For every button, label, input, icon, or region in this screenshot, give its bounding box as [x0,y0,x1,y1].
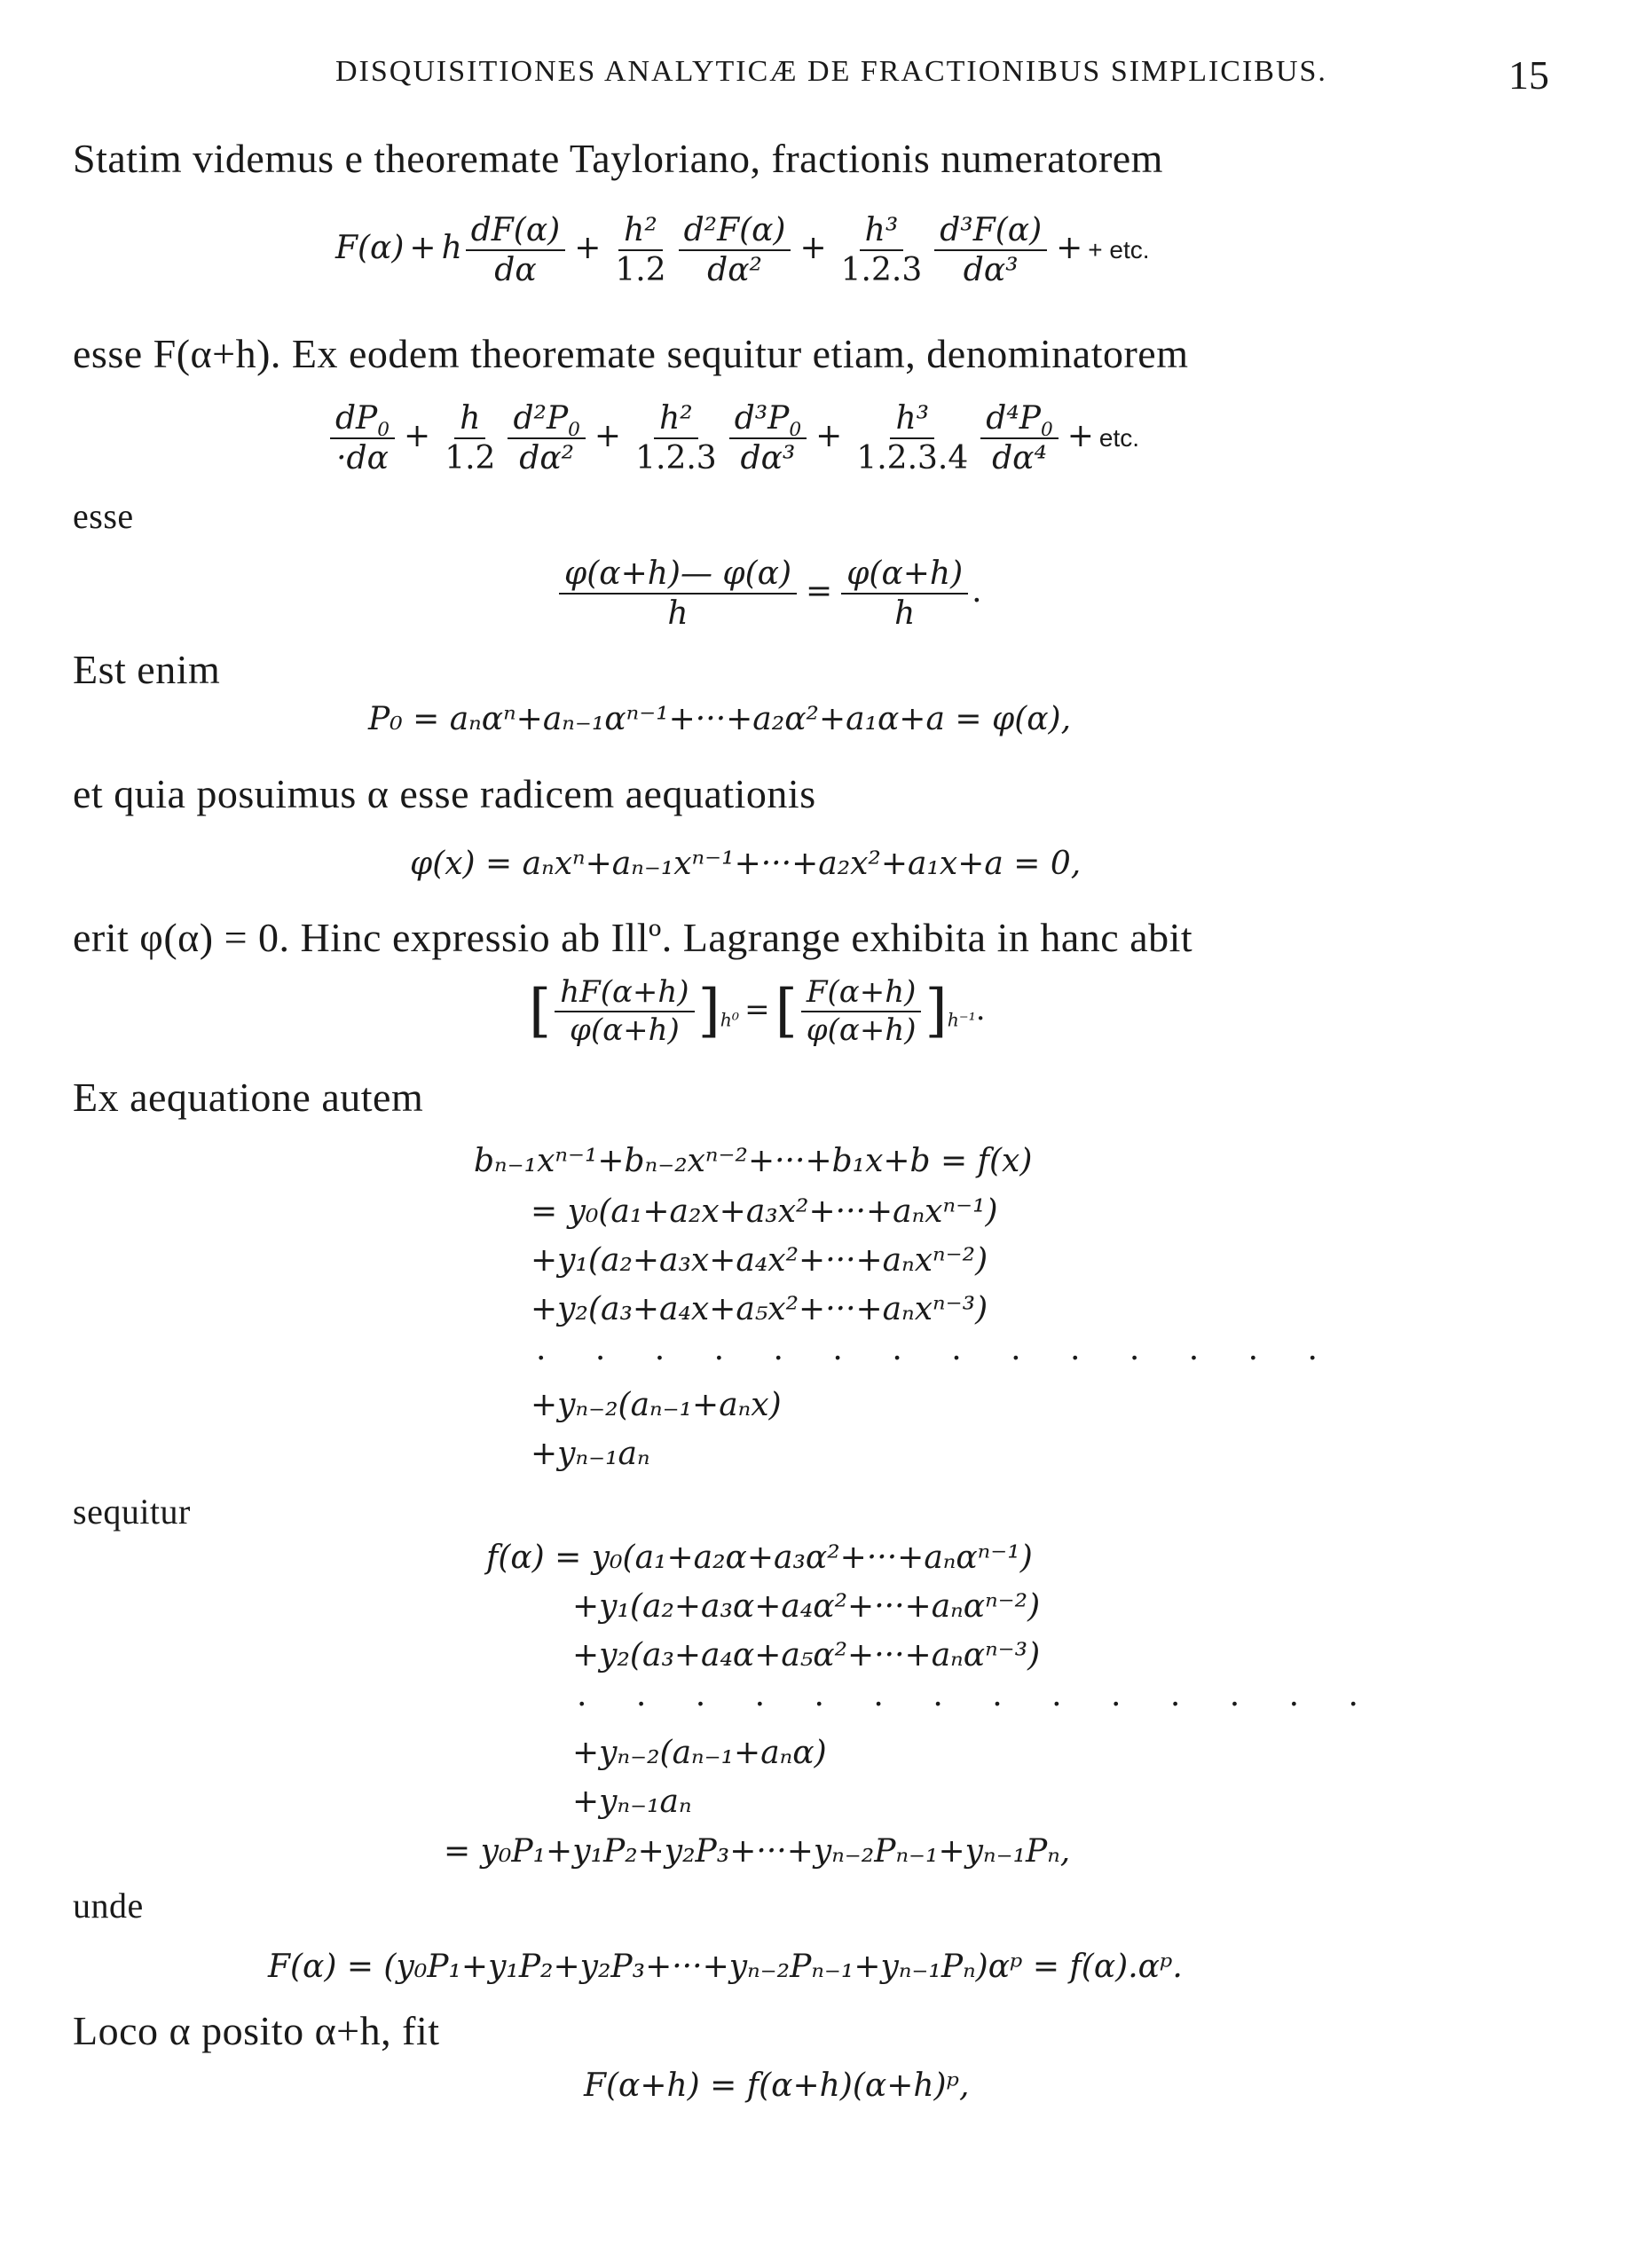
paragraph-6: erit φ(α) = 0. Hinc expressio ab Illº. Lagrange exhibita in hanc abit [73,915,1193,960]
running-title: DISQUISITIONES ANALYTICÆ DE FRACTIONIBUS SIMPLICIBUS. [335,55,1327,88]
equation-numerator-series: F(α) + h $\frac{dF(\alpha)}{d\alpha}$ + $\frac{\text{h²}}{1.2}$ $\frac{\text{d²F(α)}}{\text{dα²}}$ + $\frac{\text{h³}}{1.2.3}$ $\frac{\text{d³F(α)}}{\text{dα³}}$ + + etc. [335,212,1150,289]
equation-denominator-series: $\frac{dP_0}{\cdot d\alpha}$ + $\frac{h}{1.2}$ $\frac{d^2P_0}{\text{dα²}}$ + $\frac{\text{h²}}{1.2.3}$ $\frac{d^3P_0}{\text{dα³}}$ + $\frac{\text{h³}}{1.2.3.4}$ $\frac{d^4P_0}{\text{dα⁴}}$ + etc. [327,399,1139,477]
paragraph-10: Loco α posito α+h, fit [73,2008,440,2053]
system2-dots: . . . . . . . . . . . . . . [577,1677,1378,1713]
equation-p0: P₀ = aₙαⁿ+aₙ₋₁αⁿ⁻¹+···+a₂α²+a₁α+a = φ(α), [368,701,1072,737]
equation-phi: φ(x) = aₙxⁿ+aₙ₋₁xⁿ⁻¹+···+a₂x²+a₁x+a = 0, [410,846,1082,882]
paragraph-8: sequitur [73,1492,191,1532]
system2-line-1: f(α) = y₀(a₁+a₂α+a₃α²+···+aₙαⁿ⁻¹) [486,1540,1033,1576]
equation-F: F(α) = (y₀P₁+y₁P₂+y₂P₃+···+yₙ₋₂Pₙ₋₁+yₙ₋₁Pₙ)αᵖ = f(α).αᵖ. [268,1949,1183,1985]
system1-line-1: bₙ₋₁xⁿ⁻¹+bₙ₋₂xⁿ⁻²+···+b₁x+b = f(x) [474,1143,1033,1179]
etc-label: + etc. [1088,236,1150,264]
paragraph-4: Est enim [73,647,221,692]
system2-line-3: +y₂(a₃+a₄α+a₅α²+···+aₙαⁿ⁻³) [572,1637,1041,1673]
system2-line-5: +yₙ₋₂(aₙ₋₁+aₙα) [572,1735,827,1771]
paragraph-1: Statim videmus e theoremate Tayloriano, fractionis numeratorem [73,136,1163,181]
system1-line-6: +yₙ₋₂(aₙ₋₁+aₙx) [531,1387,782,1423]
system2-line-2: +y₁(a₂+a₃α+a₄α²+···+aₙαⁿ⁻²) [572,1588,1041,1625]
paragraph-5: et quia posuimus α esse radicem aequationis [73,771,816,816]
system2-line-7: = y₀P₁+y₁P₂+y₂P₃+···+yₙ₋₂Pₙ₋₁+yₙ₋₁Pₙ, [444,1833,1071,1870]
paragraph-9: unde [73,1886,144,1925]
system1-line-2: = y₀(a₁+a₂x+a₃x²+···+aₙxⁿ⁻¹) [531,1193,998,1230]
equation-lagrange: [ $\frac{hF(\alpha+h)}{\varphi(\alpha+h)}$ ]$_{h^0}$ =[ $\frac{F(\alpha+h)}{\varphi(\alpha+h)}$ ]$_{h^{-1}}$. [529,974,986,1048]
page-number: 15 [1508,52,1549,98]
paragraph-3: esse [73,496,134,536]
system1-line-4: +y₂(a₃+a₄x+a₅x²+···+aₙxⁿ⁻³) [531,1291,988,1327]
system1-line-7: +yₙ₋₁aₙ [531,1436,650,1472]
system2-line-6: +yₙ₋₁aₙ [572,1784,692,1820]
paragraph-2: esse F(α+h). Ex eodem theoremate sequitur etiam, denominatorem [73,331,1189,376]
paragraph-7: Ex aequatione autem [73,1075,424,1120]
system1-dots: . . . . . . . . . . . . . . [536,1331,1337,1367]
equation-last: F(α+h) = f(α+h)(α+h)ᵖ, [584,2067,970,2104]
system1-line-3: +y₁(a₂+a₃x+a₄x²+···+aₙxⁿ⁻²) [531,1242,988,1279]
equation-difference-quotient: $\frac{\varphi(\alpha+h)— \varphi(\alpha)}{h}$ = $\frac{\varphi(\alpha+h)}{h}$ . [555,555,982,633]
